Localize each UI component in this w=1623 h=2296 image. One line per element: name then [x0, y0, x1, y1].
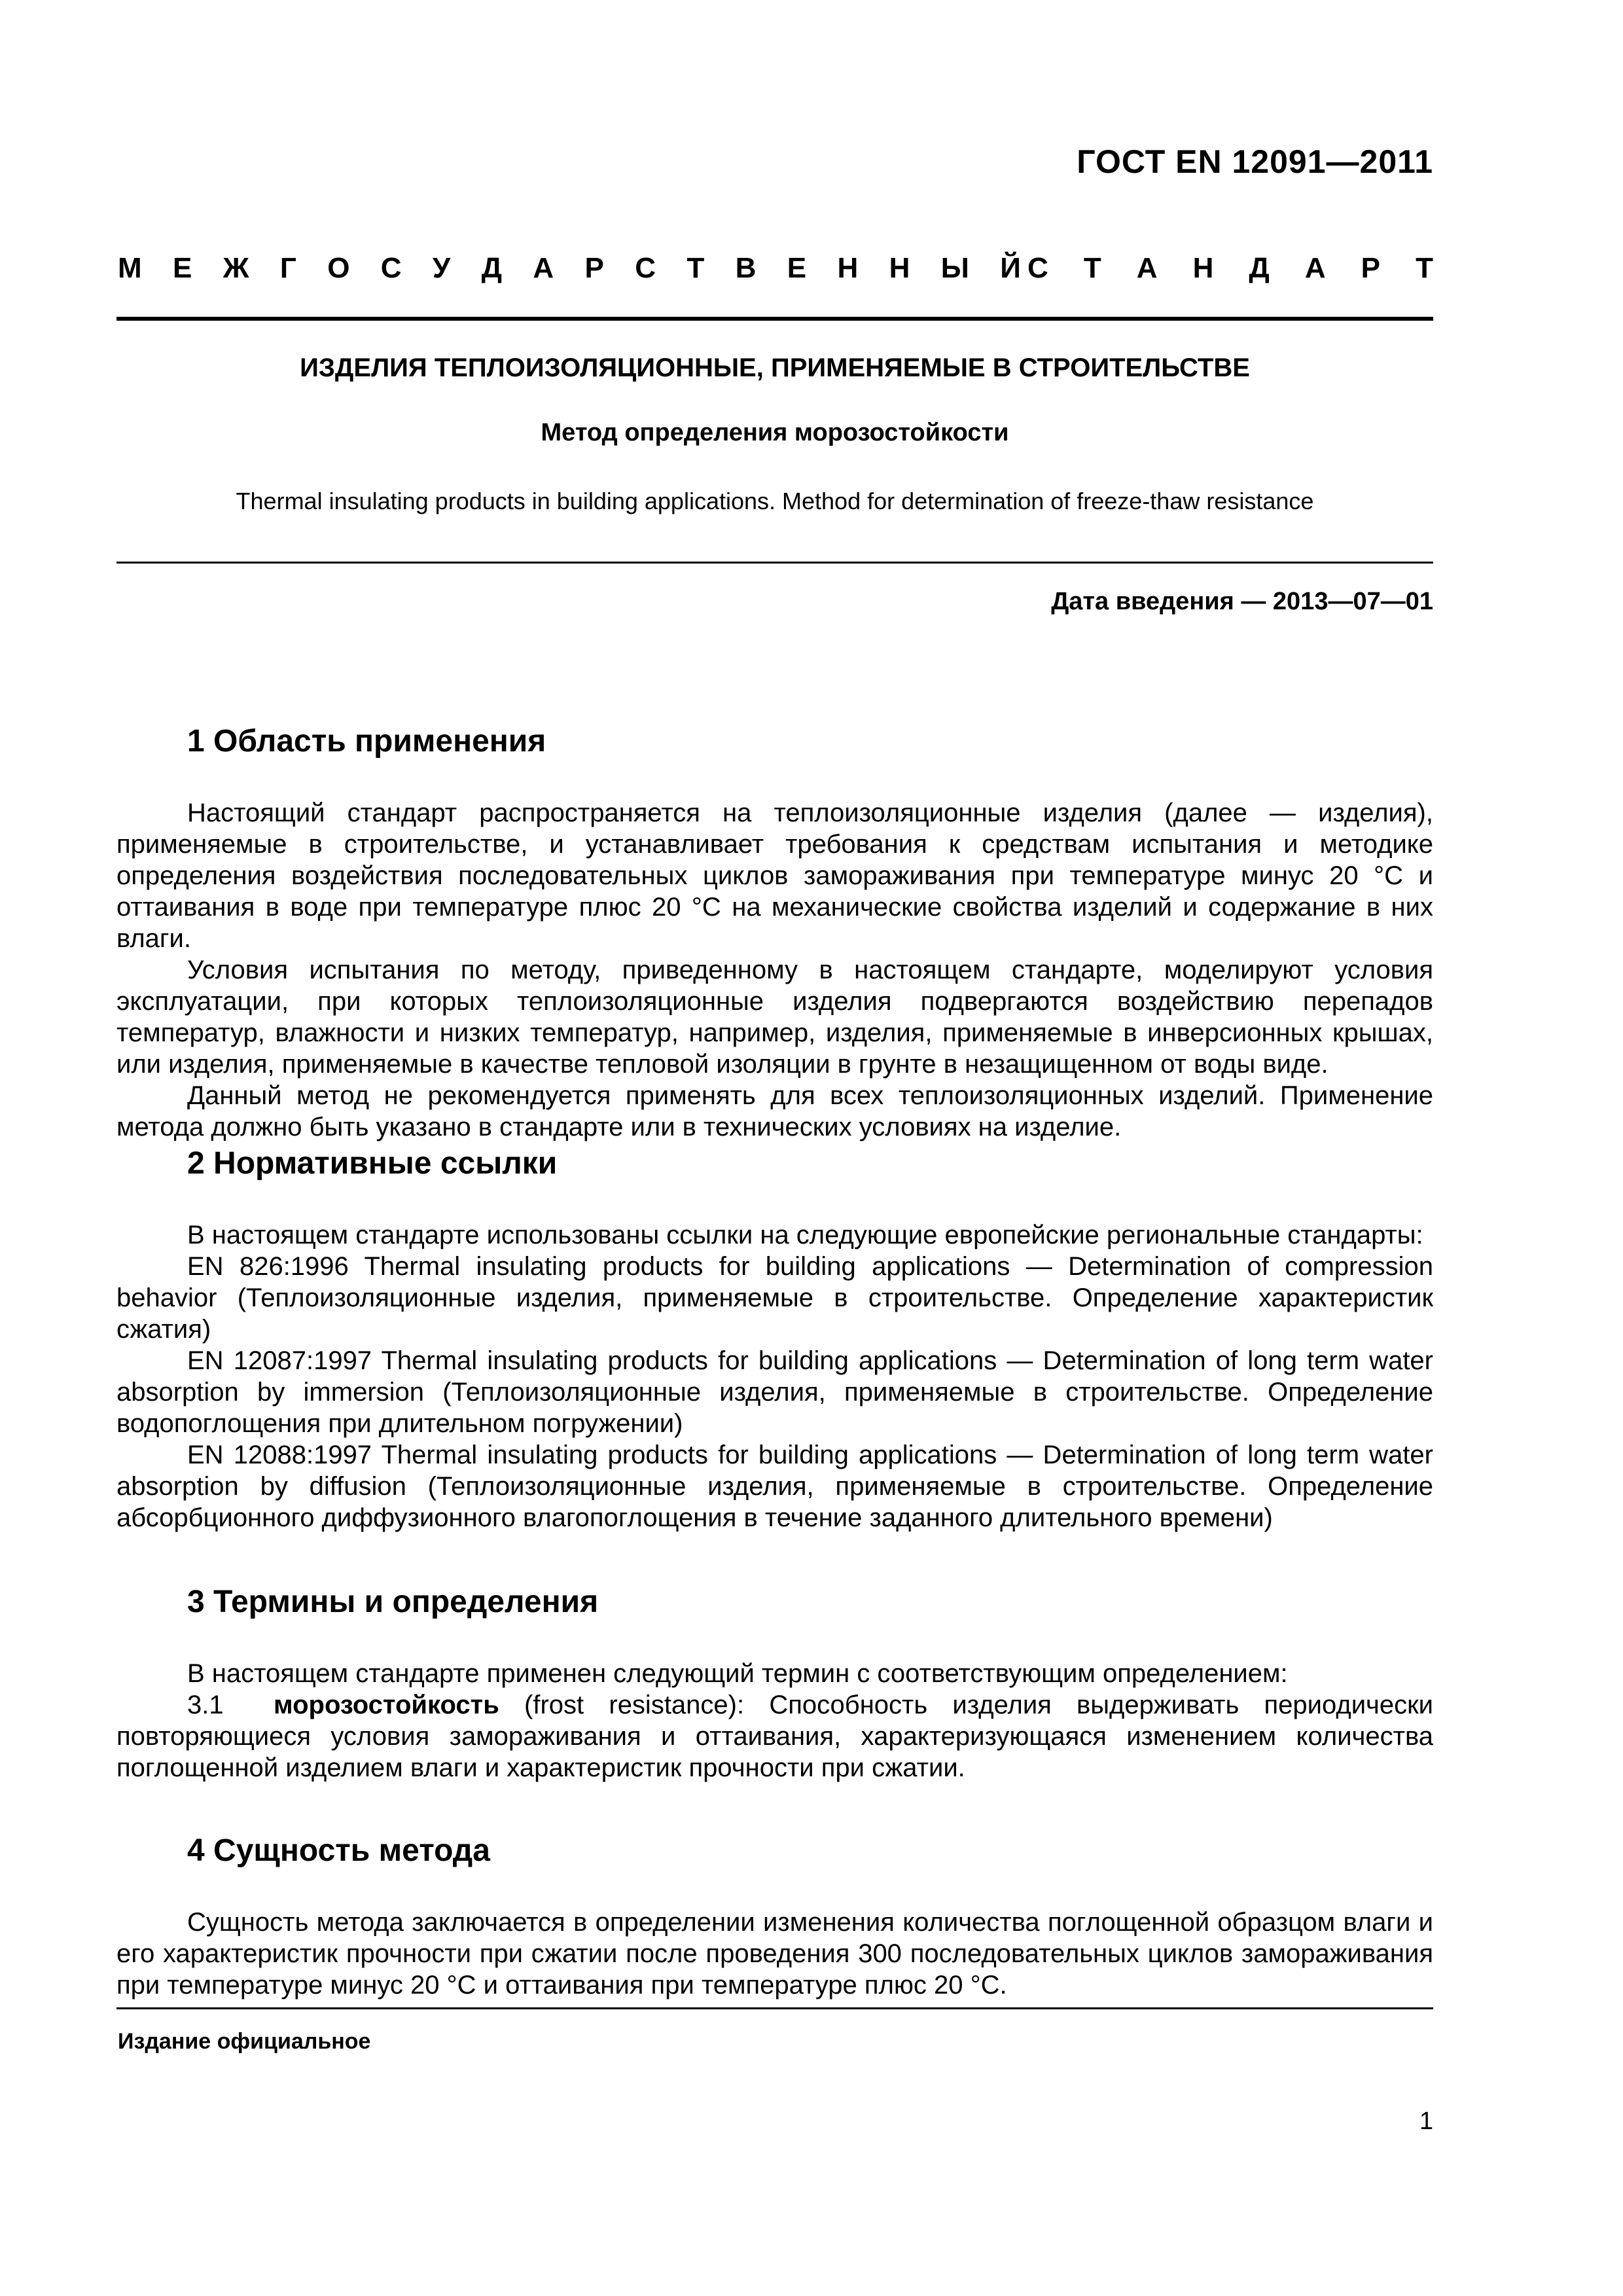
document-title-english: Thermal insulating products in building applications. Method for determination of freeze-thaw resistance [236, 488, 1314, 514]
paragraph: В настоящем стандарте использованы ссылки на следующие европейские региональные стандарты: [187, 1221, 1423, 1249]
standard-type-word-2 [1027, 252, 1433, 285]
letter: Е [787, 252, 807, 284]
official-edition-label: Издание официальное [118, 2029, 371, 2054]
letter: С [1027, 252, 1048, 284]
section-heading: 4 Сущность метода [187, 1833, 490, 1868]
reference-item: EN 12088:1997 Thermal insulating products for building applications — Determination of long term water absorption by diffusion (Теплоизоляционные изделия, применяемые в строительстве. Определение абсорбционного диффузионного влагопоглощения в течение заданного длительного времени) [116, 1441, 1433, 1532]
letter: Т [1416, 252, 1433, 284]
letter: А [1304, 252, 1326, 284]
introduction-date: Дата введения — 2013—07—01 [1051, 588, 1433, 615]
standard-type-word-1 [118, 252, 1021, 285]
letter: С [635, 252, 656, 284]
letter: Т [687, 252, 705, 284]
section-normative-references [116, 1145, 1433, 1534]
section-method-essence [116, 1833, 1433, 2001]
term-number: 3.1 [187, 1691, 224, 1719]
letter: У [432, 252, 451, 284]
section-heading: 3 Термины и определения [187, 1585, 599, 1619]
letter: Й [1000, 252, 1021, 284]
paragraph: Настоящий стандарт распространяется на теплоизоляционные изделия (далее — изделия), применяемые в строительстве, и устанавливает требования к средствам испытания и методике определения воздействия последовательных циклов замораживания при температуре минус 20 °С и оттаивания в воде при температуре плюс 20 °С на механические свойства изделий и содержание в них влаги. [116, 798, 1433, 953]
letter: Ж [223, 252, 249, 284]
letter: Г [279, 252, 296, 284]
letter: В [735, 252, 757, 284]
section-scope [116, 723, 1433, 1143]
letter: Н [837, 252, 859, 284]
letter: С [380, 252, 402, 284]
title-divider [116, 562, 1433, 564]
term-text: (frost resistance): Способность изделия выдерживать периодически повторяющиеся условия замораживания и оттаивания, характеризующаяся изменением количества поглощенной изделием влаги и характеристик прочности при сжатии. [116, 1691, 1433, 1782]
document-subtitle: Метод определения морозостойкости [541, 419, 1009, 446]
letter: О [327, 252, 350, 284]
letter: Н [1192, 252, 1214, 284]
term-definition [116, 1689, 1433, 1784]
page-number: 1 [1419, 2108, 1433, 2135]
letter: М [118, 252, 142, 284]
reference-item: EN 12087:1997 Thermal insulating products for building applications — Determination of long term water absorption by immersion (Теплоизоляционные изделия, применяемые в строительстве. Определение водопоглощения при длительном погружении) [116, 1346, 1433, 1438]
letter: Е [173, 252, 192, 284]
header-divider [116, 317, 1433, 321]
letter: Д [1249, 252, 1270, 284]
footer-divider [116, 2007, 1433, 2009]
letter: А [533, 252, 554, 284]
standard-type-heading [118, 252, 1433, 285]
document-title: ИЗДЕЛИЯ ТЕПЛОИЗОЛЯЦИОННЫЕ, ПРИМЕНЯЕМЫЕ В СТРОИТЕЛЬСТВЕ [300, 353, 1250, 382]
letter: Д [481, 252, 503, 284]
document-number: ГОСТ EN 12091—2011 [1077, 143, 1433, 180]
paragraph: Сущность метода заключается в определении изменения количества поглощенной образцом влаги и его характеристик прочности при сжатии после проведения 300 последовательных циклов замораживания при температуре минус 20 °С и оттаивания при температуре плюс 20 °С. [116, 1908, 1433, 2000]
section-heading: 1 Область применения [187, 724, 546, 759]
letter: Р [1361, 252, 1381, 284]
letter: А [1136, 252, 1158, 284]
reference-item: EN 826:1996 Thermal insulating products for building applications — Determination of compression behavior (Теплоизоляционные изделия, применяемые в строительстве. Определение характеристик сжатия) [116, 1252, 1433, 1344]
letter: Т [1083, 252, 1101, 284]
letter: Н [889, 252, 910, 284]
paragraph: Условия испытания по методу, приведенному в настоящем стандарте, моделируют условия эксплуатации, при которых теплоизоляционные изделия подвергаются воздействию перепадов температур, влажности и низких температур, например, изделия, применяемые в инверсионных крышах, или изделия, применяемые в качестве тепловой изоляции в грунте в незащищенном от воды виде. [116, 956, 1433, 1079]
paragraph: Данный метод не рекомендуется применять для всех теплоизоляционных изделий. Применение метода должно быть указано в стандарте или в технических условиях на изделие. [116, 1081, 1433, 1141]
letter: Р [584, 252, 604, 284]
paragraph: В настоящем стандарте применен следующий термин с соответствующим определением: [187, 1659, 1288, 1688]
term-name: морозостойкость [274, 1691, 499, 1719]
section-heading: 2 Нормативные ссылки [187, 1146, 558, 1181]
letter: Ы [940, 252, 969, 284]
section-terms-definitions [116, 1584, 1433, 1784]
